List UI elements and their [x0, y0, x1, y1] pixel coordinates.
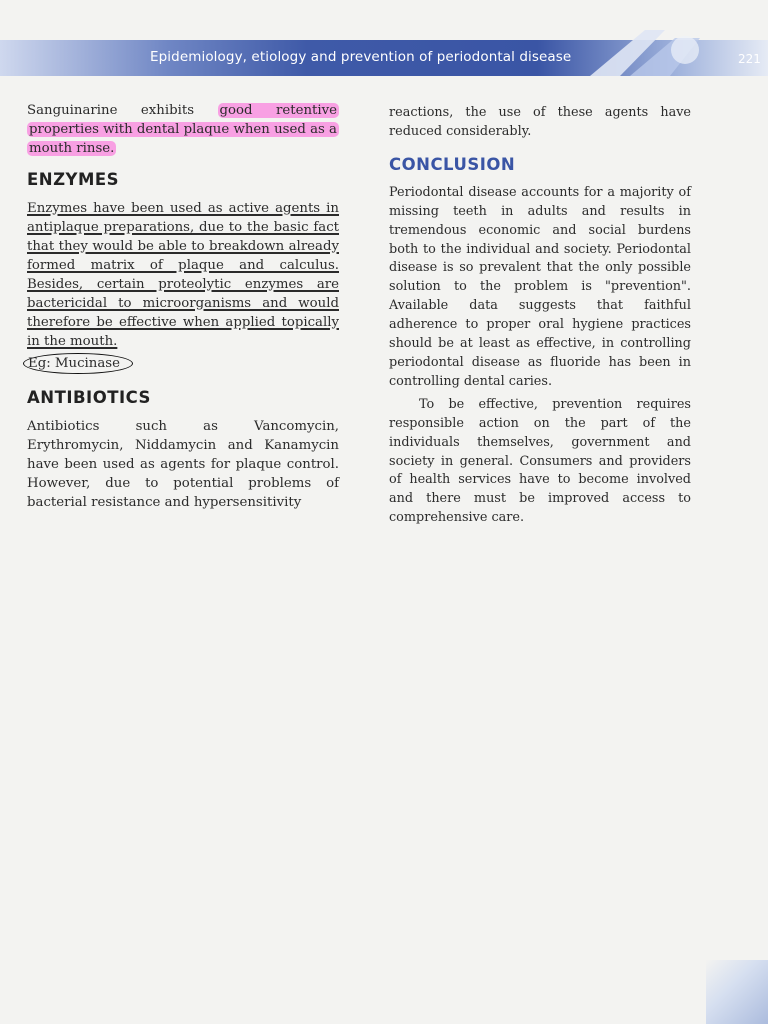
- conclusion-heading: CONCLUSION: [389, 154, 516, 174]
- sanguinarine-lead: Sanguinarine exhibits: [27, 103, 218, 118]
- right-column: [389, 104, 691, 528]
- page-number: 221: [738, 52, 761, 66]
- highlighted-text: good retentive properties with dental plaque when used as a mouth rinse.: [29, 103, 337, 156]
- antibiotics-paragraph: Antibiotics such as Vancomycin, Erythromycin, Niddamycin and Kanamycin have been used as agents for plaque control. However, due to potential problems of bacterial resistance and hypersensitivity: [27, 419, 339, 510]
- enzymes-paragraph: Enzymes have been used as active agents in antiplaque preparations, due to the basic fact that they would be able to breakdown already formed matrix of plaque and calculus. Besides, certain proteolytic enzymes are bactericidal to microorganisms and would therefore be effective when applied topically in the mouth.: [27, 201, 339, 349]
- enzymes-example: Eg: Mucinase: [23, 353, 133, 374]
- conclusion-paragraph-1: Periodontal disease accounts for a majority of missing teeth in adults and results in tremendous economic and social burdens both to the individual and society. Periodontal disease is so prevalent that the only possible solution to the problem is "prevention". Available data suggests that faithful adherence to proper oral hygiene practices should be at least as effective, in controlling periodontal disease as fluoride has been in controlling dental caries.: [389, 184, 691, 389]
- left-column: [27, 101, 339, 512]
- sanguinarine-paragraph: [27, 101, 339, 158]
- enzymes-heading: ENZYMES: [27, 170, 120, 189]
- chapter-title: Epidemiology, etiology and prevention of periodontal disease: [150, 49, 572, 65]
- continuation-paragraph: reactions, the use of these agents have reduced considerably.: [389, 105, 691, 139]
- conclusion-paragraph-2: To be effective, prevention requires responsible action on the part of the individuals themselves, government and society in general. Consumers and providers of health services have to become involved and there must be improved access to comprehensive care.: [389, 396, 691, 526]
- antibiotics-heading: ANTIBIOTICS: [27, 388, 151, 407]
- corner-decoration: [706, 960, 768, 1024]
- enzymes-example-line: [27, 353, 339, 374]
- header-decoration-graphic: [590, 30, 730, 76]
